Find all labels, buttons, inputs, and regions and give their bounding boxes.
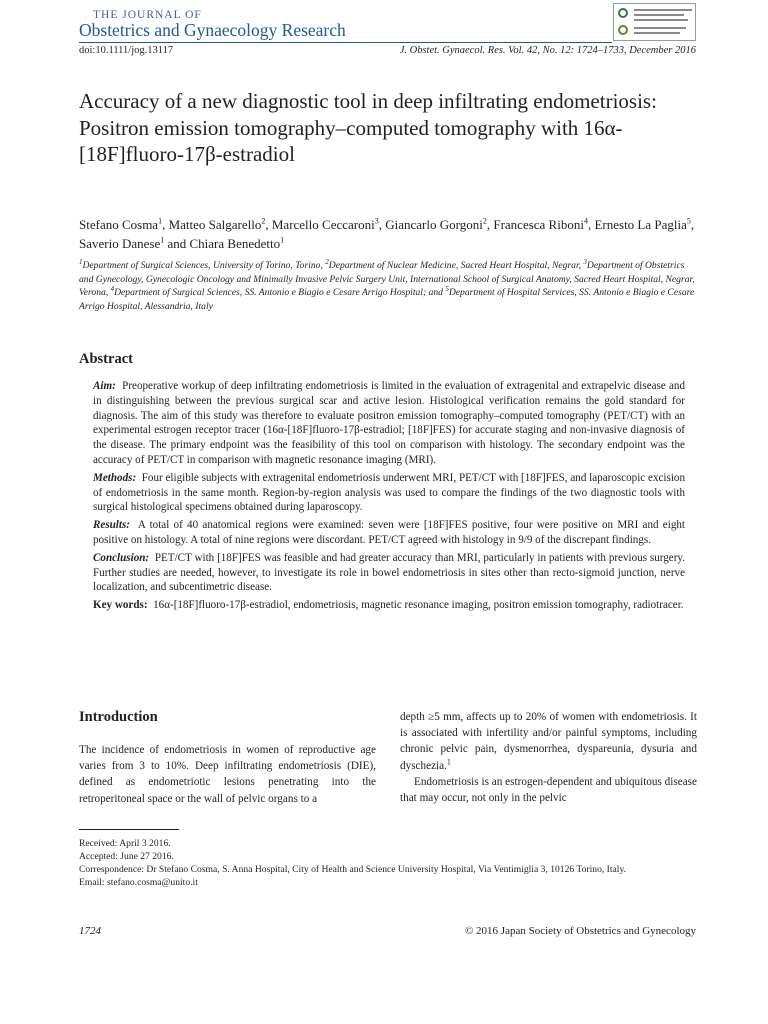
footnotes [79, 837, 699, 889]
author-name: Chiara Benedetto [189, 236, 281, 251]
author-name: Marcello Ceccaroni [271, 217, 375, 232]
citation: J. Obstet. Gynaecol. Res. Vol. 42, No. 12: 1724–1733, December 2016 [399, 45, 696, 56]
correspondence: Correspondence: Dr Stefano Cosma, S. Anna Hospital, City of Health and Science University Hospital, Via Ventimiglia 3, 10126 Torino, Italy. [79, 864, 627, 875]
abstract-results [93, 518, 685, 548]
affiliation-text: Department of Hospital Services, SS. Antonio e Biagio e Cesare Arrigo Hospital, Alessandria, Italy [79, 287, 695, 312]
keywords-label: Key words: [93, 599, 148, 612]
logo-text-line [634, 9, 692, 11]
affiliation-marker: 3 [374, 216, 379, 226]
aim-text: Preoperative workup of deep infiltrating endometriosis is limited in the evaluation of extragenital and extrapelvic disease and in distinguishing between the previous surgical scar and active lesion. Histological verification remains the gold standard for diagnosis. The aim of this study was therefore to evaluate positron emission tomography–computed tomography (PET/CT) with an experimental estrogen receptor tracer (16α-[18F]fluoro-17β-estradiol; [18F]FES) for accurate staging and non-invasive diagnosis of the disease. The primary endpoint was the feasibility of this tool on comparison with histology. The secondary endpoint was the accuracy of PET/CT in comparison with magnetic resonance imaging (MRI). [93, 380, 685, 466]
methods-label: Methods: [93, 471, 137, 484]
page-number: 1724 [79, 925, 101, 937]
author-name: Francesca Riboni [493, 217, 584, 232]
paragraph: Endometriosis is an estrogen-dependent and ubiquitous disease that may occur, not only in the pelvic [400, 775, 697, 805]
affiliation-marker: 5 [686, 216, 691, 226]
affiliation-text: Department of Surgical Sciences, University of Torino, Torino, [82, 260, 326, 271]
results-text: A total of 40 anatomical regions were examined: seven were [18F]FES positive, four were positive on MRI and eight positive on histology. A total of nine regions were discordant. PET/CT agreed with histology in 9/9 of the discrepant findings. [93, 519, 685, 546]
logo-text-line [634, 14, 684, 16]
logo-text-line [634, 27, 686, 29]
left-column-text: The incidence of endometriosis in women of reproductive age varies from 3 to 10%. Deep infiltrating endometriosis (DIE), defined as endometriotic lesions penetrating into the retroperitoneal space or the wall of pelvic organs to a [79, 744, 376, 805]
author-name: Giancarlo Gorgoni [385, 217, 483, 232]
author-name: Saverio Danese [79, 236, 161, 251]
author-name: Matteo Salgarello [168, 217, 262, 232]
introduction-heading: Introduction [79, 709, 158, 725]
email[interactable]: Email: stefano.cosma@unito.it [79, 877, 198, 888]
received-date: Received: April 3 2016. [79, 838, 171, 849]
affiliation-number: 1 [79, 257, 83, 266]
paragraph [400, 709, 697, 774]
footnote-rule [79, 829, 179, 830]
affiliation-marker: 2 [261, 216, 266, 226]
affiliations [79, 259, 699, 313]
paragraph-text: depth ≥5 mm, affects up to 20% of women with endometriosis. It is associated with infertility and/or painful symptoms, including chronic pelvic pain, dysmenorrhea, dyspareunia, dysuria and dyschezia. [400, 711, 697, 772]
author-separator: , [587, 217, 595, 232]
affiliation-text: Department of Nuclear Medicine, Sacred Heart Hospital, Negrar, [328, 260, 584, 271]
header-rule [79, 42, 612, 43]
abstract-keywords [93, 598, 685, 613]
affiliation-number: 5 [445, 284, 449, 293]
author-separator: , [690, 217, 695, 232]
affiliation-marker: 4 [583, 216, 588, 226]
conclusion-text: PET/CT with [18F]FES was feasible and had greater accuracy than MRI, particularly in patients with previous surgery. Further studies are needed, however, to investigate its role in bowel endometriosis in sites other than recto-sigmoid junction, nerve localization, and subcentimetric disease. [93, 551, 686, 594]
affiliation-text: Department of Surgical Sciences, SS. Antonio e Biagio e Cesare Arrigo Hospital; and [114, 287, 446, 298]
abstract-methods [93, 471, 685, 515]
logo-text-line [634, 19, 688, 21]
affiliation-text: Department of Obstetrics and Gynecology, Gynecologic Oncology and Minimally Invasive Pelvic Surgery Unit, International School of Surgical Anatomy, Sacred Heart Hospital, Negrar, Verona, [79, 260, 695, 298]
keywords-text: 16α-[18F]fluoro-17β-estradiol, endometriosis, magnetic resonance imaging, positron emission tomography, radiotracer. [153, 599, 684, 612]
author-separator: , [486, 217, 494, 232]
affiliation-marker: 1 [158, 216, 163, 226]
author-name: Stefano Cosma [79, 217, 159, 232]
abstract-body [93, 379, 685, 616]
society-logo-icon [613, 3, 696, 41]
affiliation-marker: 1 [280, 235, 285, 245]
author-name: Ernesto La Paglia [594, 217, 687, 232]
journal-small-title: THE JOURNAL OF [93, 9, 202, 21]
affiliation-marker: 2 [482, 216, 487, 226]
emblem-icon [618, 8, 628, 18]
emblem-icon [618, 25, 628, 35]
author-list [79, 215, 699, 253]
author-separator: , [378, 217, 386, 232]
reference-marker[interactable]: 1 [446, 756, 451, 766]
methods-text: Four eligible subjects with extragenital endometriosis underwent MRI, PET/CT with [18F]FES, and laparoscopic excision of endometriosis in the same month. Region-by-region analysis was used to compare the findings of the two diagnostic tools with surgical histological specimens obtained during laparoscopy. [93, 471, 685, 514]
results-label: Results: [93, 519, 130, 532]
conclusion-label: Conclusion: [93, 551, 150, 564]
accepted-date: Accepted: June 27 2016. [79, 851, 174, 862]
abstract-aim [93, 379, 685, 468]
affiliation-number: 4 [110, 284, 115, 293]
affiliation-number: 2 [325, 257, 329, 266]
right-column-text [400, 709, 697, 806]
abstract-conclusion [93, 551, 685, 595]
journal-name: Obstetrics and Gynaecology Research [79, 20, 346, 40]
article-title: Accuracy of a new diagnostic tool in deep infiltrating endometriosis: Positron emission tomography–computed tomography with 16α-[18F]fluoro-17β-estradiol [79, 89, 657, 166]
aim-label: Aim: [93, 380, 116, 392]
logo-text-line [634, 32, 680, 34]
author-separator: , [162, 217, 169, 232]
author-separator: and [164, 236, 190, 251]
affiliation-number: 3 [583, 257, 587, 266]
author-separator: , [265, 217, 272, 232]
copyright: © 2016 Japan Society of Obstetrics and Gynecology [464, 925, 696, 937]
affiliation-marker: 1 [160, 235, 165, 245]
doi[interactable]: doi:10.1111/jog.13117 [79, 45, 174, 56]
abstract-heading: Abstract [79, 351, 133, 367]
